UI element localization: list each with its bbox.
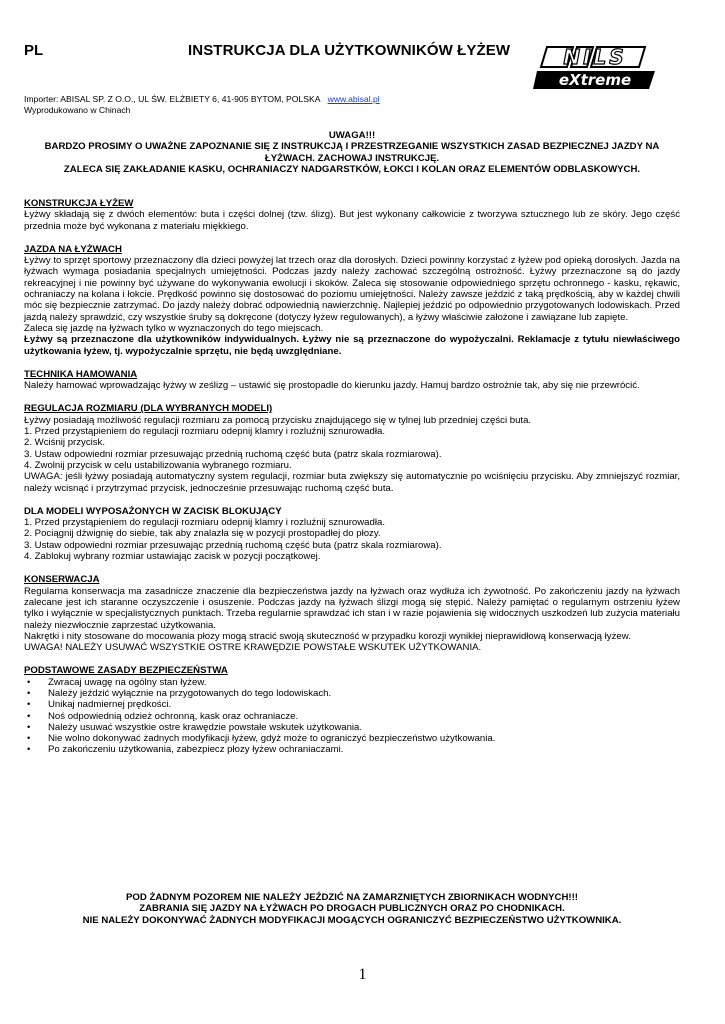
section-title: KONSTRUKCJA ŁYŻEW [24, 198, 134, 209]
section-title: KONSERWACJA [24, 574, 100, 586]
section-bold-text: Łyżwy są przeznaczone dla użytkowników indywidualnych. Łyżwy nie są przeznaczone do wypożyczalni. Reklamacje z tytułu niewłaściwego użytkowania łyżew, tj. wypożyczalnie sprzętu, nie będą uwzględniane. [24, 334, 680, 357]
list-item: • Noś odpowiednią odzież ochronną, kask oraz ochraniacze. [24, 711, 680, 722]
section-title: TECHNIKA HAMOWANIA [24, 368, 138, 380]
section-title: JAZDA NA ŁYŻWACH [24, 243, 122, 255]
section-konserwacja [24, 574, 680, 653]
section-text: Należy hamować wprowadzając łyżwy w ześlizg – ustawić się prostopadle do kierunku jazdy. Hamuj bardzo ostrożnie tak, aby się nie przewrócić. [24, 380, 640, 392]
list-item: • Należy jeździć wyłącznie na przygotowanych do tego lodowiskach. [24, 688, 680, 699]
section-line: Łyżwy posiadają możliwość regulacji rozmiaru za pomocą przycisku znajdującego się w tylnej lub przedniej części buta. [24, 414, 532, 426]
brand-logo [533, 43, 659, 91]
section-line: 2. Wciśnij przycisk. [24, 437, 106, 449]
section-text: Łyżwy to sprzęt sportowy przeznaczony dla dzieci powyżej lat trzech oraz dla dorosłych. Dzieci powinny korzystać z łyżew pod opieką dorosłych. Jazda na łyżwach wymaga posiadania specjalnych umiejętności. Podczas jazdy należy zachować szczególną ostrożność. Łyżwy przeznaczone są do jazdy rekreacyjnej i nie powinny być używane do wykonywania ewolucji i skoków. Zaleca się stosowanie odpowiedniego sprzętu ochronnego - kasku, rękawic, ochraniaczy na kolana i łokcie. Prędkość powinno się dostosować do poziomu umiejętności. Należy zawsze jeździć z taką prędkością, aby w każdej chwili móc się bezpiecznie zatrzymać. Do jazdy należy dobrać odpowiednią nawierzchnię. Najlepiej jeździć po odpowiednio przygotowanych lodowiskach. Przed jazdą należy sprawdzić, czy wszystkie śruby są dokręcone (dotyczy łyżew regulowanych), a łyżwy właściwie założone i zawiązane lub zapięte. [24, 255, 680, 323]
section-regulacja [24, 403, 680, 493]
page-number: 1 [358, 966, 367, 983]
section-zacisk [24, 506, 680, 562]
document-body [24, 198, 680, 756]
logo-text-bottom: eXtreme [558, 71, 632, 89]
section-line: 3. Ustaw odpowiedni rozmiar przesuwając przednią ruchomą część buta (patrz skala rozmiarowa). [24, 539, 442, 551]
bottom-warning [24, 892, 680, 926]
section-konstrukcja [24, 198, 680, 232]
section-text: UWAGA! NALEŻY USUWAĆ WSZYSTKIE OSTRE KRAWĘDZIE POWSTAŁE WSKUTEK UŻYTKOWANIA. [24, 642, 482, 654]
section-line: 2. Pociągnij dźwignię do siebie, tak aby znalazła się w pozycji prostopadłej do płozy. [24, 528, 381, 540]
section-text: Łyżwy składają się z dwóch elementów: buta i części dolnej (tzw. ślizg). But jest wykonany całkowicie z tworzywa sztucznego lub ze skóry. Jego część przednia może być wykonana z materiału miękkiego. [24, 209, 680, 232]
importer-address: Importer: ABISAL SP. Z O.O., UL ŚW. ELŻBIETY 6, 41-905 BYTOM, POLSKA [24, 94, 321, 104]
section-text: Nakrętki i nity stosowane do mocowania płozy mogą stracić swoją skuteczność w przypadku korozji wynikłej nieprawidłową konserwacją łyżew. [24, 630, 631, 642]
list-item: • Zwracaj uwagę na ogólny stan łyżew. [24, 677, 680, 688]
top-warning [24, 130, 680, 175]
warning-heading: UWAGA!!! [328, 130, 376, 141]
logo-text-top: NILS [563, 45, 627, 69]
section-title: REGULACJA ROZMIARU (DLA WYBRANYCH MODELI) [24, 403, 273, 415]
language-code: PL [24, 42, 44, 59]
section-text: UWAGA: jeśli łyżwy posiadają automatyczny system regulacji, rozmiar buta zwiększy się automatycznie po wciśnięciu przycisku. Aby zmniejszyć rozmiar, należy wcisnąć i przytrzymać przycisk, jednocześnie przesuwając ruchomą część buta. [24, 471, 680, 494]
nils-extreme-logo-icon [533, 43, 659, 91]
list-item: • Nie wolno dokonywać żadnych modyfikacji łyżew, gdyż może to ograniczyć bezpieczeństwo użytkowania. [24, 733, 680, 744]
importer-url-link[interactable]: www.abisal.pl [327, 94, 380, 104]
section-text: Regularna konserwacja ma zasadnicze znaczenie dla bezpieczeństwa jazdy na łyżwach oraz wydłuża ich żywotność. Po zakończeniu jazdy na łyżwach zalecane jest ich staranne oczyszczenie i osuszenie. Podczas jazdy na łyżwach ślizgi mogą się stępić. Należy pamiętać o regularnym ostrzeniu łyżew tylko i wyłącznie w specjalistycznych punktach. Trzeba regularnie sprawdzać ich stan i w razie pojawienia się widocznych uszkodzeń lub zużycia materiału należy niezwłocznie zaprzestać użytkowania. [24, 585, 680, 631]
made-in: Wyprodukowano w Chinach [24, 104, 131, 115]
section-jazda [24, 244, 680, 357]
warning-line-1: BARDZO PROSIMY O UWAŻNE ZAPOZNANIE SIĘ Z INSTRUKCJĄ I PRZESTRZEGANIE WSZYSTKICH ZASAD BEZPIECZNEJ JAZDY NA ŁYŻWACH. ZACHOWAJ INSTRUKCJĘ. [44, 141, 660, 164]
section-line: 1. Przed przystąpieniem do regulacji rozmiaru odepnij klamry i rozluźnij sznurowadła. [24, 517, 385, 529]
bottom-warning-line-1: POD ŻADNYM POZOREM NIE NALEŻY JEŹDZIĆ NA ZAMARZNIĘTYCH ZBIORNIKACH WODNYCH!!! [126, 892, 578, 903]
section-line: 4. Zwolnij przycisk w celu ustabilizowania wybranego rozmiaru. [24, 459, 292, 471]
importer-info [24, 94, 380, 115]
section-line: 3. Ustaw odpowiedni rozmiar przesuwając przednią ruchomą część buta (patrz skala rozmiarowa). [24, 448, 442, 460]
warning-line-2: ZALECA SIĘ ZAKŁADANIE KASKU, OCHRANIACZY NADGARSTKÓW, ŁOKCI I KOLAN ORAZ ELEMENTÓW ODBLASKOWYCH. [63, 163, 641, 175]
section-title: PODSTAWOWE ZASADY BEZPIECZEŃSTWA [24, 665, 228, 677]
section-zasady [24, 665, 680, 755]
safety-rules-list [24, 677, 680, 756]
section-hamowanie [24, 369, 680, 392]
section-title: DLA MODELI WYPOSAŻONYCH W ZACISK BLOKUJĄCY [24, 505, 282, 517]
section-text: Zaleca się jazdę na łyżwach tylko w wyznaczonych do tego miejscach. [24, 322, 324, 334]
list-item: • Należy usuwać wszystkie ostre krawędzie powstałe wskutek użytkowania. [24, 722, 680, 733]
list-item: • Po zakończeniu użytkowania, zabezpiecz płozy łyżew ochraniaczami. [24, 744, 680, 755]
section-line: 4. Zablokuj wybrany rozmiar ustawiając zacisk w pozycji początkowej. [24, 551, 321, 563]
document-title: INSTRUKCJA DLA UŻYTKOWNIKÓW ŁYŻEW [188, 42, 511, 59]
section-line: 1. Przed przystąpieniem do regulacji rozmiaru odepnij klamry i rozluźnij sznurowadła. [24, 426, 385, 438]
list-item: • Unikaj nadmiernej prędkości. [24, 699, 680, 710]
bottom-warning-line-3: NIE NALEŻY DOKONYWAĆ ŻADNYCH MODYFIKACJI MOGĄCYCH OGRANICZYĆ BEZPIECZEŃSTWO UŻYTKOWNIKA. [82, 914, 622, 926]
bottom-warning-line-2: ZABRANIA SIĘ JAZDY NA ŁYŻWACH PO DROGACH PUBLICZNYCH ORAZ PO CHODNIKACH. [139, 903, 565, 915]
